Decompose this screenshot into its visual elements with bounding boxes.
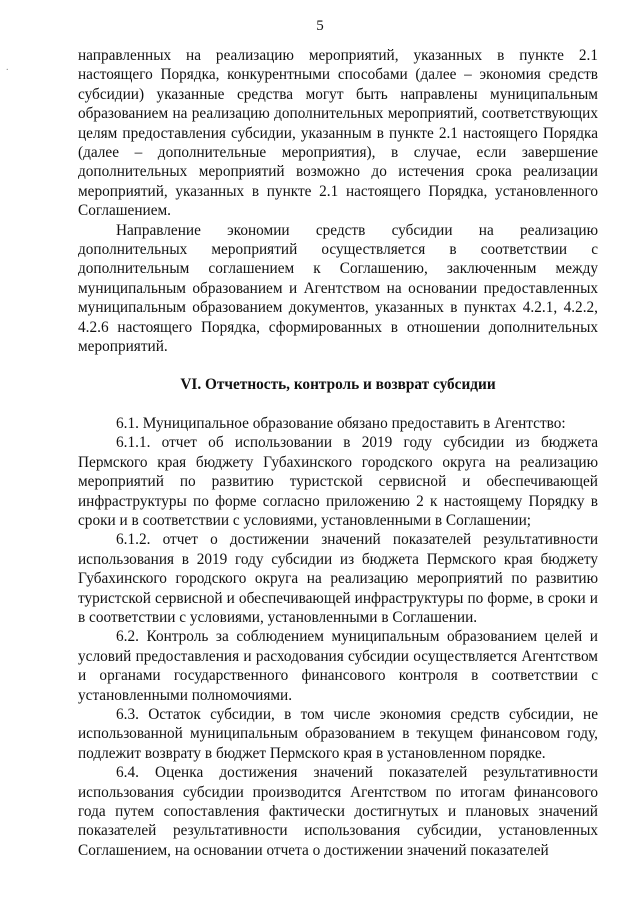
section-heading: VI. Отчетность, контроль и возврат субсидии xyxy=(180,375,496,393)
paragraph-6-1-2: 6.1.2. отчет о достижении значений показателей результативности использования в 2019 году субсидии из бюджета Пермского края бюджету Губахинского городского округа на реализацию мероприятий по развитию туристской сервисной и обеспечивающей инфраструктуры по форме, в сроки и в соответствии с условиями, установленными в Соглашении. xyxy=(78,531,598,626)
page-number: 5 xyxy=(316,18,324,34)
paragraph-6-2: 6.2. Контроль за соблюдением муниципальным образованием целей и условий предоставления и расходования субсидии осуществляется Агентством и органами государственного финансового контроля в соответствии с установленными полномочиями. xyxy=(78,628,598,704)
paragraph-6-1-1: 6.1.1. отчет об использовании в 2019 году субсидии из бюджета Пермского края бюджету Губахинского городского округа на реализацию мероприятий по развитию туристской сервисной и обеспечивающей инфраструктуры по форме согласно приложению 2 к настоящему Порядку в сроки и в соответствии с условиями, установленными в Соглашении; xyxy=(78,434,598,529)
paragraph-6-4: 6.4. Оценка достижения значений показателей результативности использования субсидии производится Агентством по итогам финансового года путем сопоставления фактически достигнутых и плановых значений показателей результативности использования субсидии, установленных Соглашением, на основании отчета о достижении значений показателей xyxy=(78,764,598,859)
paragraph-economy-direction: Направление экономии средств субсидии на реализацию дополнительных мероприятий осуществляется в соответствии с дополнительным соглашением к Соглашению, заключенным между муниципальным образованием и Агентством на основании предоставленных муниципальным образованием документов, указанных в пунктах 4.2.1, 4.2.2, 4.2.6 настоящего Порядка, сформированных в отношении дополнительных мероприятий. xyxy=(78,221,598,356)
paragraph-6-3: 6.3. Остаток субсидии, в том числе экономия средств субсидии, не использованной муниципальным образованием в текущем финансовом году, подлежит возврату в бюджет Пермского края в установленном порядке. xyxy=(78,706,598,762)
paragraph-continuation: направленных на реализацию мероприятий, указанных в пункте 2.1 настоящего Порядка, конкурентными способами (далее – экономия средств субсидии) указанные средства могут быть направлены муниципальным образованием на реализацию дополнительных мероприятий, соответствующих целям предоставления субсидии, указанным в пункте 2.1 настоящего Порядка (далее – дополнительные мероприятия), в случае, если завершение дополнительных мероприятий возможно до истечения срока реализации мероприятий, указанных в пункте 2.1 настоящего Порядка, установленного Соглашением. xyxy=(78,47,598,220)
paragraph-6-1: 6.1. Муниципальное образование обязано предоставить в Агентство: xyxy=(116,414,566,432)
body-text xyxy=(78,46,598,860)
margin-mark: . xyxy=(6,62,9,73)
